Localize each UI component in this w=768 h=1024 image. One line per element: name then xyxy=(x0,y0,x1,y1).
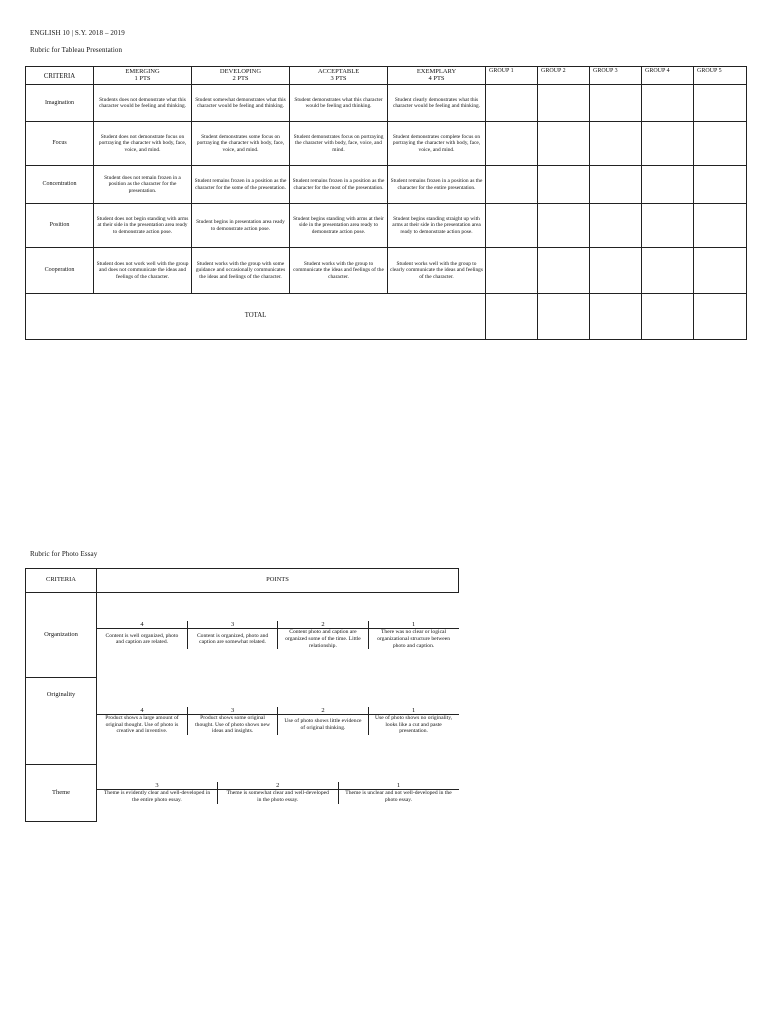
rubric-cell: Product shows a large amount of original thought. Use of photo is creative and inventive. xyxy=(105,715,179,735)
level-header xyxy=(94,67,192,85)
score-cell[interactable] xyxy=(486,204,538,248)
rubric-cell: Student begins standing straight up with arms at their side in the presentation area ready to demonstrate action pose. xyxy=(388,204,486,248)
document-header: ENGLISH 10 | S.Y. 2018 – 2019 xyxy=(30,29,125,37)
table-row xyxy=(26,85,747,122)
score-cell[interactable] xyxy=(694,166,747,204)
level-pts: 3 PTS xyxy=(330,75,347,82)
score-cell[interactable] xyxy=(694,248,747,294)
points-subtable xyxy=(97,707,459,735)
score-cell[interactable] xyxy=(590,122,642,166)
rubric-cell: Student works with the group with some guidance and occasionally communicates the ideas and feelings of the character. xyxy=(192,248,290,294)
rubric-cell: Students does not demonstrate what this character would be feeling and thinking. xyxy=(94,85,192,122)
score-cell[interactable] xyxy=(642,248,694,294)
total-cell[interactable] xyxy=(694,294,747,340)
level-name: ACCEPTABLE xyxy=(317,68,360,75)
point-value: 1 xyxy=(338,782,459,790)
photo-essay-header-row xyxy=(26,569,459,593)
description-row xyxy=(97,790,459,804)
criterion-label: Position xyxy=(26,204,94,248)
group-header: GROUP 3 xyxy=(590,67,642,85)
rubric-cell: Student works with the group to communicate the ideas and feelings of the character. xyxy=(290,248,388,294)
rubric-cell: Theme is somewhat clear and well-developed in the photo essay. xyxy=(218,790,339,804)
score-cell[interactable] xyxy=(642,204,694,248)
rubric-cell: Student remains frozen in a position as the character for the most of the presentation. xyxy=(290,166,388,204)
level-name: EMERGING xyxy=(125,68,160,75)
table-row xyxy=(26,166,747,204)
level-name: EXEMPLARY xyxy=(416,68,457,75)
table-row xyxy=(26,765,459,822)
level-pts: 4 PTS xyxy=(428,75,445,82)
table-row xyxy=(26,248,747,294)
points-row xyxy=(97,707,459,715)
rubric-cell: Student does not work well with the group and does not communicate the ideas and feelings of the character. xyxy=(94,248,192,294)
score-cell[interactable] xyxy=(642,85,694,122)
points-block xyxy=(97,678,459,765)
group-header: GROUP 1 xyxy=(486,67,538,85)
point-value: 2 xyxy=(218,782,339,790)
rubric-cell: Content is well organized, photo and caption are related. xyxy=(105,632,179,646)
score-cell[interactable] xyxy=(694,122,747,166)
rubric-cell: Theme is unclear and not well-developed in the photo essay. xyxy=(338,790,459,804)
criterion-label: Cooperation xyxy=(26,248,94,294)
rubric-cell: Student demonstrates what this character would be feeling and thinking. xyxy=(290,85,388,122)
score-cell[interactable] xyxy=(590,248,642,294)
score-cell[interactable] xyxy=(642,166,694,204)
rubric-cell: Student remains frozen in a position as the character for the entire presentation. xyxy=(388,166,486,204)
point-value: 3 xyxy=(187,707,277,715)
points-subtable xyxy=(97,782,459,803)
criterion-label: Originality xyxy=(26,678,97,765)
score-cell[interactable] xyxy=(486,248,538,294)
level-pts: 2 PTS xyxy=(232,75,249,82)
group-header: GROUP 5 xyxy=(694,67,747,85)
rubric1-title: Rubric for Tableau Presentation xyxy=(30,46,123,54)
rubric-cell: Use of photo shows little evidence of original thinking. xyxy=(278,715,368,735)
point-value: 3 xyxy=(97,782,218,790)
description-row xyxy=(97,629,459,649)
rubric-cell: Student remains frozen in a position as the character for the some of the presentation. xyxy=(192,166,290,204)
tableau-header-row xyxy=(26,67,747,85)
description-row xyxy=(97,715,459,735)
criterion-label: Focus xyxy=(26,122,94,166)
score-cell[interactable] xyxy=(538,122,590,166)
total-row xyxy=(26,294,747,340)
level-pts: 1 PTS xyxy=(134,75,151,82)
rubric-cell: Student demonstrates focus on portraying the character with body, face, voice, and mind. xyxy=(290,122,388,166)
score-cell[interactable] xyxy=(694,85,747,122)
point-value: 1 xyxy=(368,621,458,629)
rubric-cell: Student demonstrates some focus on portraying the character with body, face, voice, and mind. xyxy=(192,122,290,166)
rubric-cell: Content is organized, photo and caption are somewhat related. xyxy=(187,629,277,649)
level-header xyxy=(388,67,486,85)
rubric-cell: Content photo and caption are organized some of the time. Little relationship. xyxy=(278,629,368,649)
points-subtable xyxy=(97,621,459,649)
rubric-cell: Student demonstrates complete focus on portraying the character with body, face, voice, and mind. xyxy=(388,122,486,166)
level-header xyxy=(192,67,290,85)
rubric-cell: Student does not demonstrate focus on portraying the character with body, face, voice, and mind. xyxy=(94,122,192,166)
tableau-rubric-table xyxy=(25,66,747,340)
criterion-label: Organization xyxy=(26,593,97,678)
level-name: DEVELOPING xyxy=(219,68,262,75)
criteria-header: CRITERIA xyxy=(26,569,97,593)
point-value: 2 xyxy=(278,621,368,629)
rubric-cell: Theme is evidently clear and well-developed in the entire photo essay. xyxy=(103,790,211,803)
group-header: GROUP 2 xyxy=(538,67,590,85)
rubric-cell: Student does not remain frozen in a position as the character for the presentation. xyxy=(94,166,192,204)
total-cell[interactable] xyxy=(486,294,538,340)
table-row xyxy=(26,122,747,166)
points-block xyxy=(97,593,459,678)
total-cell[interactable] xyxy=(590,294,642,340)
rubric2-title: Rubric for Photo Essay xyxy=(30,550,98,558)
score-cell[interactable] xyxy=(694,204,747,248)
total-cell[interactable] xyxy=(538,294,590,340)
rubric-cell: Student does not begin standing with arms at their side in the presentation area ready to demonstrate action pose. xyxy=(94,204,192,248)
rubric-cell: Student works well with the group to clearly communicate the ideas and feelings of the character. xyxy=(388,248,486,294)
criterion-label: Theme xyxy=(26,765,97,822)
points-block xyxy=(97,765,459,822)
point-value: 4 xyxy=(97,707,187,715)
point-value: 3 xyxy=(187,621,277,629)
rubric-cell: Product shows some original thought. Use of photo shows new ideas and insights. xyxy=(187,715,277,735)
rubric-cell: There was no clear or logical organizational structure between photo and caption. xyxy=(368,629,458,649)
point-value: 4 xyxy=(97,621,187,629)
score-cell[interactable] xyxy=(590,166,642,204)
table-row xyxy=(26,678,459,765)
score-cell[interactable] xyxy=(538,85,590,122)
score-cell[interactable] xyxy=(486,122,538,166)
points-row xyxy=(97,782,459,790)
score-cell[interactable] xyxy=(590,85,642,122)
criteria-header: CRITERIA xyxy=(26,67,94,85)
level-header xyxy=(290,67,388,85)
rubric-cell: Student clearly demonstrates what this character would be feeling and thinking. xyxy=(388,85,486,122)
score-cell[interactable] xyxy=(538,248,590,294)
score-cell[interactable] xyxy=(538,166,590,204)
points-row xyxy=(97,621,459,629)
point-value: 2 xyxy=(278,707,368,715)
total-cell[interactable] xyxy=(642,294,694,340)
score-cell[interactable] xyxy=(486,166,538,204)
rubric-cell: Student begins standing with arms at their side in the presentation area ready to demonstrate action pose. xyxy=(290,204,388,248)
table-row xyxy=(26,204,747,248)
score-cell[interactable] xyxy=(538,204,590,248)
criterion-label: Concentration xyxy=(26,166,94,204)
score-cell[interactable] xyxy=(486,85,538,122)
points-header: POINTS xyxy=(97,569,459,593)
score-cell[interactable] xyxy=(590,204,642,248)
photo-essay-rubric-table xyxy=(25,568,459,822)
point-value: 1 xyxy=(368,707,458,715)
rubric-cell: Student begins in presentation area ready to demonstrate action pose. xyxy=(192,204,290,248)
total-label: TOTAL xyxy=(26,294,486,340)
score-cell[interactable] xyxy=(642,122,694,166)
table-row xyxy=(26,593,459,678)
criterion-label: Imagination xyxy=(26,85,94,122)
rubric-cell: Use of photo shows no originality, looks like a cut and paste presentation. xyxy=(368,715,458,735)
group-header: GROUP 4 xyxy=(642,67,694,85)
rubric-cell: Student somewhat demonstrates what this character would be feeling and thinking. xyxy=(192,85,290,122)
